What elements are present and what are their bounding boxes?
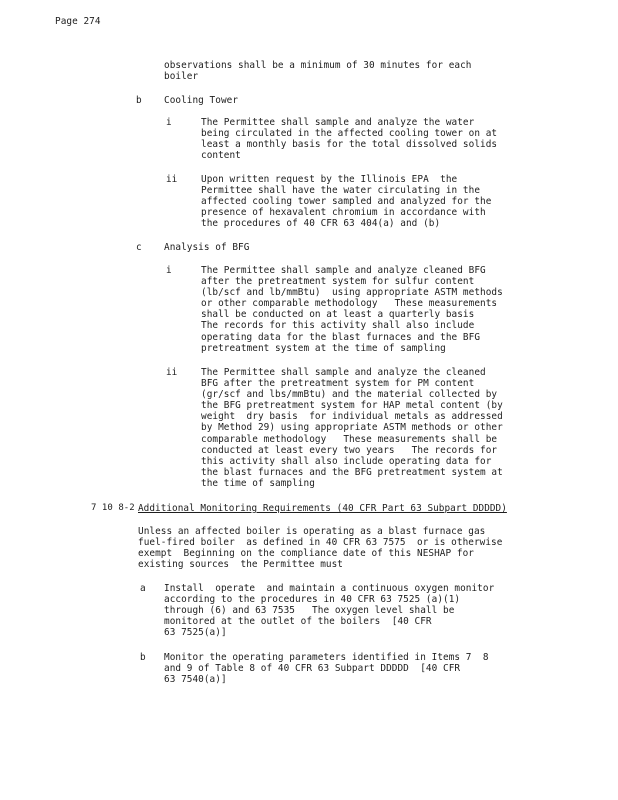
text-line: (gr/scf and lbs/mmBtu) and the material collected by xyxy=(201,389,498,400)
text-line: 63 7540(a)] xyxy=(164,674,227,685)
section-number: 7 10 8-2 xyxy=(91,503,135,513)
subsection-heading: Cooling Tower xyxy=(164,95,239,106)
text-line: through (6) and 63 7535 The oxygen level shall be xyxy=(164,605,455,616)
text-line: operating data for the blast furnaces and the BFG xyxy=(201,332,481,343)
list-marker: b xyxy=(136,95,142,106)
list-marker: a xyxy=(140,583,146,594)
text-line: monitored at the outlet of the boilers [40 CFR xyxy=(164,616,432,627)
text-line: comparable methodology These measurements shall be xyxy=(201,434,498,445)
text-line: or other comparable methodology These measurements xyxy=(201,298,498,309)
text-line: the BFG pretreatment system for HAP metal content (by xyxy=(201,400,503,411)
text-line: according to the procedures in 40 CFR 63 7525 (a)(1) xyxy=(164,594,461,605)
text-line: this activity shall also include operating data for xyxy=(201,456,492,467)
text-line: shall be conducted on at least a quarterly basis xyxy=(201,309,475,320)
text-line: Permittee shall have the water circulating in the xyxy=(201,185,481,196)
text-line: after the pretreatment system for sulfur content xyxy=(201,276,475,287)
text-line: The Permittee shall sample and analyze the water xyxy=(201,117,475,128)
text-line: existing sources the Permittee must xyxy=(138,559,343,570)
text-line: Unless an affected boiler is operating as a blast furnace gas xyxy=(138,526,486,537)
text-line: and 9 of Table 8 of 40 CFR 63 Subpart DDDDD [40 CFR xyxy=(164,663,461,674)
list-marker: ii xyxy=(166,367,178,378)
list-marker: i xyxy=(166,117,172,128)
text-line: The records for this activity shall also include xyxy=(201,320,475,331)
list-marker: c xyxy=(136,242,142,253)
text-line: least a monthly basis for the total dissolved solids xyxy=(201,139,498,150)
text-line: conducted at least every two years The records for xyxy=(201,445,498,456)
text-line: The Permittee shall sample and analyze the cleaned xyxy=(201,367,486,378)
text-line: pretreatment system at the time of sampling xyxy=(201,343,446,354)
text-line: boiler xyxy=(164,71,199,82)
list-marker: b xyxy=(140,652,146,663)
text-line: the blast furnaces and the BFG pretreatment system at xyxy=(201,467,503,478)
text-line: by Method 29) using appropriate ASTM methods or other xyxy=(201,422,503,433)
list-marker: ii xyxy=(166,174,178,185)
subsection-heading: Analysis of BFG xyxy=(164,242,250,253)
text-line: content xyxy=(201,150,241,161)
text-line: being circulated in the affected cooling tower on at xyxy=(201,128,498,139)
text-line: Upon written request by the Illinois EPA the xyxy=(201,174,458,185)
text-line: the time of sampling xyxy=(201,478,315,489)
text-line: Install operate and maintain a continuous oxygen monitor xyxy=(164,583,495,594)
text-line: observations shall be a minimum of 30 minutes for each xyxy=(164,60,472,71)
text-line: 63 7525(a)] xyxy=(164,627,227,638)
text-line: BFG after the pretreatment system for PM content xyxy=(201,378,475,389)
text-line: fuel-fired boiler as defined in 40 CFR 63 7575 or is otherwise xyxy=(138,537,503,548)
text-line: affected cooling tower sampled and analyzed for the xyxy=(201,196,492,207)
text-line: presence of hexavalent chromium in accordance with xyxy=(201,207,486,218)
list-marker: i xyxy=(166,265,172,276)
text-line: The Permittee shall sample and analyze cleaned BFG xyxy=(201,265,486,276)
text-line: weight dry basis for individual metals as addressed xyxy=(201,411,503,422)
section-title: Additional Monitoring Requirements (40 CFR Part 63 Subpart DDDDD) xyxy=(138,503,507,514)
text-line: exempt Beginning on the compliance date of this NESHAP for xyxy=(138,548,474,559)
text-line: the procedures of 40 CFR 63 404(a) and (b) xyxy=(201,218,441,229)
page-label: Page 274 xyxy=(55,16,101,27)
text-line: Monitor the operating parameters identified in Items 7 8 xyxy=(164,652,489,663)
text-line: (lb/scf and lb/mmBtu) using appropriate ASTM methods xyxy=(201,287,503,298)
